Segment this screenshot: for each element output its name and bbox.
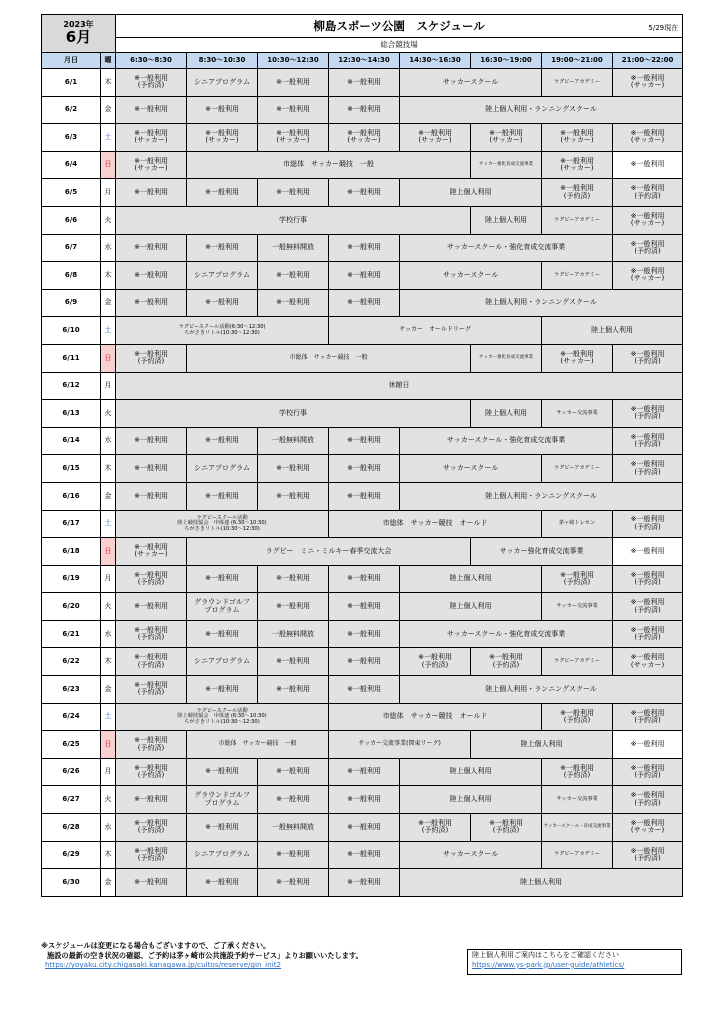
schedule-cell: ※一般利用 (予約済) (471, 648, 542, 676)
schedule-cell: ※一般利用 (予約済) (542, 703, 613, 731)
schedule-cell: ※一般利用 (予約済) (613, 400, 683, 428)
schedule-cell: ※一般利用 (予約済) (613, 565, 683, 593)
weekday-cell: 水 (101, 620, 116, 648)
column-header-slot: 10:30～12:30 (258, 53, 329, 69)
weekday-cell: 月 (101, 565, 116, 593)
schedule-cell: ※一般利用 (サッカー) (329, 124, 400, 152)
schedule-cell: ※一般利用 (サッカー) (116, 151, 187, 179)
schedule-cell: ラグビーアカデミー (542, 841, 613, 869)
schedule-row (42, 814, 683, 842)
schedule-cell: 市総体 サッカー競技 一般 (187, 731, 329, 759)
schedule-cell: シニアプログラム (187, 841, 258, 869)
schedule-cell: サッカースクール・強化育成交流事業 (400, 427, 613, 455)
date-cell: 6/10 (42, 317, 101, 345)
schedule-row (42, 648, 683, 676)
schedule-cell: ※一般利用 (329, 427, 400, 455)
date-cell: 6/18 (42, 538, 101, 566)
schedule-cell: ※一般利用 (予約済) (116, 814, 187, 842)
schedule-cell: ※一般利用 (サッカー) (258, 124, 329, 152)
schedule-cell: ※一般利用 (329, 455, 400, 483)
schedule-cell: ※一般利用 (258, 593, 329, 621)
column-header-slot: 6:30～8:30 (116, 53, 187, 69)
schedule-cell: 陸上個人利用 (471, 731, 613, 759)
weekday-cell: 日 (101, 344, 116, 372)
schedule-cell: サッカー オールドリーグ (329, 317, 542, 345)
column-header-slot: 14:30～16:30 (400, 53, 471, 69)
title-cell (116, 15, 683, 38)
schedule-cell: ラグビーアカデミー (542, 648, 613, 676)
schedule-cell: ※一般利用 (サッカー) (542, 124, 613, 152)
schedule-cell: サッカースクール・育成交流事業 (542, 814, 613, 842)
schedule-row (42, 565, 683, 593)
weekday-cell: 水 (101, 814, 116, 842)
weekday-cell: 水 (101, 234, 116, 262)
schedule-cell: グラウンドゴルフ プログラム (187, 786, 258, 814)
schedule-cell: ※一般利用 (116, 234, 187, 262)
schedule-cell: ※一般利用 (116, 427, 187, 455)
schedule-cell: ※一般利用 (サッカー) (116, 124, 187, 152)
schedule-cell: ※一般利用 (予約済) (116, 676, 187, 704)
schedule-row (42, 344, 683, 372)
schedule-cell: ※一般利用 (258, 786, 329, 814)
schedule-cell: ※一般利用 (329, 179, 400, 207)
schedule-cell: サッカースクール・強化育成交流事業 (400, 234, 613, 262)
column-header-slot: 19:00～21:00 (542, 53, 613, 69)
schedule-cell: 陸上個人利用 (400, 179, 542, 207)
schedule-cell: ※一般利用 (329, 69, 400, 97)
page-title: 柳島スポーツ公園 スケジュール (313, 18, 485, 33)
schedule-cell: ※一般利用 (予約済) (471, 814, 542, 842)
date-cell: 6/29 (42, 841, 101, 869)
schedule-cell: ※一般利用 (予約済) (613, 758, 683, 786)
schedule-cell: ※一般利用 (予約済) (613, 593, 683, 621)
notes (41, 941, 461, 970)
schedule-cell: ※一般利用 (187, 565, 258, 593)
schedule-cell: 陸上個人利用・ランニングスクール (400, 96, 683, 124)
schedule-cell: 市総体 サッカー競技 一般 (187, 151, 471, 179)
schedule-row (42, 869, 683, 897)
date-cell: 6/24 (42, 703, 101, 731)
schedule-cell: シニアプログラム (187, 648, 258, 676)
weekday-cell: 木 (101, 841, 116, 869)
weekday-cell: 火 (101, 786, 116, 814)
date-cell: 6/3 (42, 124, 101, 152)
schedule-row (42, 289, 683, 317)
weekday-cell: 木 (101, 262, 116, 290)
date-cell: 6/30 (42, 869, 101, 897)
schedule-cell: ラグビーアカデミー (542, 455, 613, 483)
schedule-row (42, 538, 683, 566)
schedule-cell: サッカースクール (400, 455, 542, 483)
weekday-cell: 金 (101, 869, 116, 897)
weekday-cell: 火 (101, 400, 116, 428)
schedule-cell: ※一般利用 (329, 262, 400, 290)
schedule-cell: ※一般利用 (予約済) (613, 841, 683, 869)
schedule-cell: ※一般利用 (613, 538, 683, 566)
date-cell: 6/14 (42, 427, 101, 455)
schedule-cell: シニアプログラム (187, 455, 258, 483)
column-header-slot: 16:30～19:00 (471, 53, 542, 69)
schedule-cell: ※一般利用 (258, 482, 329, 510)
schedule-cell: 陸上個人利用・ランニングスクール (400, 289, 683, 317)
month-header-cell (42, 15, 116, 53)
schedule-cell: ※一般利用 (258, 69, 329, 97)
schedule-cell: ※一般利用 (187, 234, 258, 262)
schedule-cell: サッカースクール・強化育成交流事業 (400, 620, 613, 648)
column-header-slot: 21:00～22:00 (613, 53, 683, 69)
schedule-cell: ※一般利用 (329, 814, 400, 842)
schedule-cell: ※一般利用 (258, 758, 329, 786)
schedule-row (42, 151, 683, 179)
schedule-cell: ※一般利用 (329, 565, 400, 593)
weekday-cell: 月 (101, 758, 116, 786)
column-header-row (42, 53, 683, 69)
schedule-cell: ※一般利用 (187, 758, 258, 786)
schedule-cell: 陸上個人利用・ランニングスクール (400, 676, 683, 704)
schedule-cell: ※一般利用 (258, 455, 329, 483)
schedule-cell: ※一般利用 (329, 786, 400, 814)
date-cell: 6/7 (42, 234, 101, 262)
schedule-cell: ※一般利用 (329, 648, 400, 676)
schedule-cell: ※一般利用 (サッカー) (613, 648, 683, 676)
schedule-row (42, 676, 683, 704)
weekday-cell: 金 (101, 676, 116, 704)
schedule-cell: ※一般利用 (258, 179, 329, 207)
column-header-dow: 曜 (101, 53, 116, 69)
schedule-cell: ※一般利用 (329, 234, 400, 262)
info-box (467, 949, 682, 975)
schedule-cell: 一般無料開放 (258, 814, 329, 842)
date-cell: 6/19 (42, 565, 101, 593)
schedule-cell: シニアプログラム (187, 69, 258, 97)
date-cell: 6/11 (42, 344, 101, 372)
schedule-cell: ※一般利用 (予約済) (613, 179, 683, 207)
weekday-cell: 金 (101, 289, 116, 317)
schedule-cell: 一般無料開放 (258, 620, 329, 648)
year-label: 2023年 (63, 20, 94, 30)
schedule-cell: ※一般利用 (予約済) (116, 620, 187, 648)
schedule-cell: ※一般利用 (サッカー) (613, 206, 683, 234)
schedule-cell: ※一般利用 (116, 786, 187, 814)
schedule-cell: ※一般利用 (予約済) (613, 620, 683, 648)
schedule-cell: サッカースクール (400, 262, 542, 290)
schedule-cell: ※一般利用 (258, 869, 329, 897)
schedule-cell: ※一般利用 (予約済) (116, 731, 187, 759)
schedule-cell: ※一般利用 (329, 758, 400, 786)
date-cell: 6/16 (42, 482, 101, 510)
schedule-cell: ※一般利用 (サッカー) (400, 124, 471, 152)
schedule-row (42, 96, 683, 124)
schedule-cell: ※一般利用 (613, 731, 683, 759)
schedule-cell: ※一般利用 (187, 676, 258, 704)
schedule-cell: ※一般利用 (187, 482, 258, 510)
schedule-cell: 陸上個人利用 (471, 400, 542, 428)
schedule-cell: ※一般利用 (予約済) (400, 814, 471, 842)
weekday-cell: 木 (101, 69, 116, 97)
schedule-cell: 陸上個人利用 (400, 869, 683, 897)
schedule-cell: ※一般利用 (258, 676, 329, 704)
schedule-cell: 陸上個人利用・ランニングスクール (400, 482, 683, 510)
schedule-cell: 陸上個人利用 (400, 758, 542, 786)
schedule-cell: ラグビースクール活動 陸上競技協会 中体連 (6:30～10:30) ちがさきリトル(10:30～12:30) (116, 510, 329, 538)
schedule-cell: シニアプログラム (187, 262, 258, 290)
date-cell: 6/27 (42, 786, 101, 814)
schedule-cell: サッカー交流事業(関東リーグ) (329, 731, 471, 759)
schedule-cell: ※一般利用 (258, 648, 329, 676)
schedule-cell: ※一般利用 (187, 289, 258, 317)
schedule-row (42, 731, 683, 759)
schedule-row (42, 786, 683, 814)
schedule-cell: ※一般利用 (329, 869, 400, 897)
date-cell: 6/25 (42, 731, 101, 759)
schedule-cell: ※一般利用 (613, 151, 683, 179)
date-cell: 6/28 (42, 814, 101, 842)
schedule-cell: ※一般利用 (予約済) (116, 344, 187, 372)
schedule-cell: 市総体 サッカー競技 オールド (329, 703, 542, 731)
schedule-row (42, 372, 683, 400)
date-cell: 6/8 (42, 262, 101, 290)
schedule-cell: ※一般利用 (258, 96, 329, 124)
schedule-cell: ※一般利用 (187, 814, 258, 842)
schedule-cell: ※一般利用 (予約済) (116, 758, 187, 786)
schedule-cell: 学校行事 (116, 206, 471, 234)
schedule-row (42, 179, 683, 207)
schedule-cell: ※一般利用 (258, 262, 329, 290)
schedule-cell: ※一般利用 (サッカー) (613, 262, 683, 290)
schedule-cell: 陸上個人利用 (400, 565, 542, 593)
weekday-cell: 金 (101, 96, 116, 124)
schedule-cell: ラグビーアカデミー (542, 69, 613, 97)
schedule-row (42, 234, 683, 262)
schedule-cell: 陸上個人利用 (400, 786, 542, 814)
schedule-cell: ※一般利用 (サッカー) (471, 124, 542, 152)
schedule-cell: ラグビー ミニ・ミルキー春季交流大会 (187, 538, 471, 566)
date-cell: 6/12 (42, 372, 101, 400)
schedule-cell: ※一般利用 (予約済) (613, 344, 683, 372)
schedule-cell: 茅ヶ崎トレセン (542, 510, 613, 538)
schedule-cell: ※一般利用 (予約済) (613, 234, 683, 262)
schedule-cell: サッカー強化育成交流事業 (471, 538, 613, 566)
schedule-cell: ラグビーアカデミー (542, 206, 613, 234)
date-cell: 6/26 (42, 758, 101, 786)
schedule-cell: サッカー交流事業 (542, 786, 613, 814)
schedule-row (42, 69, 683, 97)
schedule-row (42, 317, 683, 345)
schedule-cell: 市総体 サッカー競技 一般 (187, 344, 471, 372)
schedule-cell: 陸上個人利用 (542, 317, 683, 345)
schedule-cell: ラグビースクール活動 陸上競技協会 中体連 (6:30～10:30) ちがさきリトル(10:30～12:30) (116, 703, 329, 731)
schedule-row (42, 703, 683, 731)
schedule-row (42, 593, 683, 621)
schedule-cell: ※一般利用 (116, 289, 187, 317)
schedule-cell: サッカースクール (400, 69, 542, 97)
schedule-cell: ※一般利用 (329, 676, 400, 704)
schedule-sheet (41, 14, 682, 897)
date-cell: 6/1 (42, 69, 101, 97)
schedule-cell: ※一般利用 (187, 96, 258, 124)
schedule-cell: サッカー強化育成交流事業 (471, 344, 542, 372)
reservation-link[interactable]: https://yoyaku.city.chigasaki.kanagawa.jp/cultos/reserve/gin_init2 (45, 960, 282, 970)
schedule-cell: サッカー強化育成交流事業 (471, 151, 542, 179)
schedule-row (42, 841, 683, 869)
schedule-cell: ※一般利用 (予約済) (542, 758, 613, 786)
schedule-cell: ※一般利用 (予約済) (116, 648, 187, 676)
date-cell: 6/4 (42, 151, 101, 179)
schedule-cell: ※一般利用 (予約済) (613, 703, 683, 731)
schedule-cell: ※一般利用 (予約済) (116, 841, 187, 869)
weekday-cell: 日 (101, 538, 116, 566)
schedule-cell: ※一般利用 (116, 869, 187, 897)
schedule-cell: ※一般利用 (予約済) (542, 179, 613, 207)
schedule-cell: ※一般利用 (116, 482, 187, 510)
schedule-cell: ※一般利用 (187, 869, 258, 897)
schedule-cell: ※一般利用 (187, 179, 258, 207)
weekday-cell: 金 (101, 482, 116, 510)
schedule-row (42, 262, 683, 290)
schedule-cell: ラグビーアカデミー (542, 262, 613, 290)
schedule-cell: 一般無料開放 (258, 427, 329, 455)
date-cell: 6/23 (42, 676, 101, 704)
weekday-cell: 火 (101, 206, 116, 234)
schedule-cell: サッカー交流事業 (542, 400, 613, 428)
schedule-cell: ※一般利用 (329, 620, 400, 648)
column-header-slot: 12:30～14:30 (329, 53, 400, 69)
schedule-cell: ※一般利用 (サッカー) (613, 69, 683, 97)
weekday-cell: 火 (101, 593, 116, 621)
schedule-cell: 一般無料開放 (258, 234, 329, 262)
as-of-date: 5/29現在 (648, 24, 679, 32)
schedule-cell: 学校行事 (116, 400, 471, 428)
date-cell: 6/20 (42, 593, 101, 621)
schedule-cell: 陸上個人利用 (471, 206, 542, 234)
schedule-cell: ※一般利用 (予約済) (400, 648, 471, 676)
schedule-cell: ※一般利用 (329, 841, 400, 869)
schedule-row (42, 124, 683, 152)
weekday-cell: 木 (101, 648, 116, 676)
schedule-cell: ※一般利用 (予約済) (613, 455, 683, 483)
weekday-cell: 土 (101, 124, 116, 152)
schedule-cell: グラウンドゴルフ プログラム (187, 593, 258, 621)
schedule-cell: ラグビースクール活動(6:30～12:30) ちがさきリトル(10:30～12:30) (116, 317, 329, 345)
schedule-cell: 陸上個人利用 (400, 593, 542, 621)
schedule-cell: ※一般利用 (116, 96, 187, 124)
schedule-cell: 休館日 (116, 372, 683, 400)
weekday-cell: 水 (101, 427, 116, 455)
schedule-table (41, 14, 683, 897)
schedule-cell: サッカースクール (400, 841, 542, 869)
schedule-cell: ※一般利用 (116, 593, 187, 621)
weekday-cell: 月 (101, 179, 116, 207)
schedule-row (42, 620, 683, 648)
schedule-row (42, 427, 683, 455)
note-reservation: 施設の最新の空き状況の確認、ご予約は茅ヶ崎市公共施設予約サービス」よりお願いいたします。 (47, 950, 363, 960)
schedule-row (42, 400, 683, 428)
schedule-cell: ※一般利用 (サッカー) (187, 124, 258, 152)
schedule-cell: ※一般利用 (116, 179, 187, 207)
date-cell: 6/9 (42, 289, 101, 317)
date-cell: 6/2 (42, 96, 101, 124)
schedule-cell: サッカー交流事業 (542, 593, 613, 621)
schedule-cell: ※一般利用 (サッカー) (116, 538, 187, 566)
schedule-row (42, 482, 683, 510)
schedule-cell: ※一般利用 (サッカー) (542, 344, 613, 372)
schedule-cell: ※一般利用 (116, 455, 187, 483)
schedule-cell: 市総体 サッカー競技 オールド (329, 510, 542, 538)
schedule-cell: ※一般利用 (サッカー) (613, 814, 683, 842)
weekday-cell: 木 (101, 455, 116, 483)
schedule-cell: ※一般利用 (258, 841, 329, 869)
schedule-row (42, 455, 683, 483)
column-header-date: 月日 (42, 53, 101, 69)
schedule-cell: ※一般利用 (予約済) (613, 510, 683, 538)
date-cell: 6/6 (42, 206, 101, 234)
weekday-cell: 土 (101, 510, 116, 538)
note-change-warning: ※スケジュールは変更になる場合もございますので、ご了承ください。 (41, 941, 271, 950)
schedule-cell: ※一般利用 (予約済) (116, 69, 187, 97)
schedule-cell: ※一般利用 (329, 96, 400, 124)
schedule-cell: ※一般利用 (116, 262, 187, 290)
schedule-cell: ※一般利用 (258, 289, 329, 317)
schedule-cell: ※一般利用 (予約済) (613, 427, 683, 455)
schedule-cell: ※一般利用 (予約済) (613, 786, 683, 814)
athletics-guide-link[interactable]: https://www.ys-park.jp/user-guide/athletics/ (472, 960, 625, 969)
column-header-slot: 8:30～10:30 (187, 53, 258, 69)
schedule-row (42, 206, 683, 234)
schedule-row (42, 758, 683, 786)
schedule-cell: ※一般利用 (329, 289, 400, 317)
schedule-cell: ※一般利用 (予約済) (542, 565, 613, 593)
schedule-cell: ※一般利用 (329, 593, 400, 621)
date-cell: 6/13 (42, 400, 101, 428)
month-label: 6月 (65, 27, 92, 46)
date-cell: 6/21 (42, 620, 101, 648)
schedule-cell: ※一般利用 (サッカー) (613, 124, 683, 152)
date-cell: 6/22 (42, 648, 101, 676)
weekday-cell: 土 (101, 703, 116, 731)
schedule-cell: ※一般利用 (サッカー) (542, 151, 613, 179)
venue-label: 総合競技場 (116, 38, 683, 53)
weekday-cell: 日 (101, 731, 116, 759)
weekday-cell: 月 (101, 372, 116, 400)
weekday-cell: 土 (101, 317, 116, 345)
date-cell: 6/5 (42, 179, 101, 207)
schedule-cell: ※一般利用 (187, 620, 258, 648)
info-box-text: 陸上個人利用ご案内はこちらをご確認ください (472, 951, 619, 959)
schedule-cell: ※一般利用 (187, 427, 258, 455)
schedule-cell: ※一般利用 (329, 482, 400, 510)
date-cell: 6/15 (42, 455, 101, 483)
weekday-cell: 日 (101, 151, 116, 179)
schedule-row (42, 510, 683, 538)
date-cell: 6/17 (42, 510, 101, 538)
schedule-cell: ※一般利用 (258, 565, 329, 593)
schedule-cell: ※一般利用 (予約済) (116, 565, 187, 593)
